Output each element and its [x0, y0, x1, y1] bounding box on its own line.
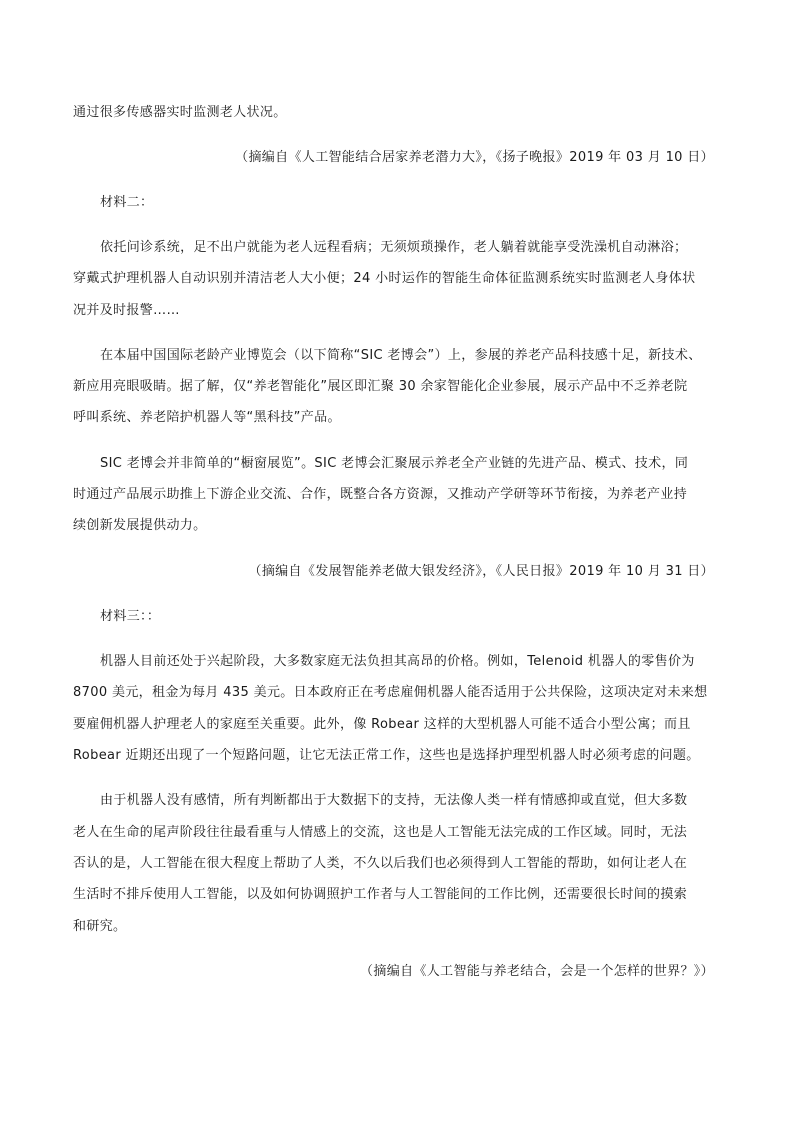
paragraph-line: 在本届中国国际老龄产业博览会（以下简称“SIC 老博会”）上，参展的养老产品科技感十足，新技术、: [100, 348, 702, 363]
paragraph-line: 由于机器人没有感情，所有判断都出于大数据下的支持，无法像人类一样有情感抑或直觉，但大多数: [100, 793, 688, 808]
section-heading: 材料二：: [100, 195, 154, 210]
paragraph-line: 续创新发展提供动力。: [73, 518, 207, 533]
source-citation: （摘编自《人工智能与养老结合，会是一个怎样的世界？》）: [360, 964, 714, 979]
source-citation: （摘编自《人工智能结合居家养老潜力大》，《扬子晚报》2019 年 03 月 10 日）: [235, 150, 714, 165]
paragraph-line: Robear 近期还出现了一个短路问题，让它无法正常工作，这些也是选择护理型机器人时必须考虑的问题。: [73, 748, 700, 763]
paragraph-line: 况并及时报警……: [73, 303, 180, 318]
paragraph-line: 时通过产品展示助推上下游企业交流、合作，既整合各方资源，又推动产学研等环节衔接，为养老产业持: [73, 487, 688, 502]
source-citation: （摘编自《发展智能养老做大银发经济》，《人民日报》2019 年 10 月 31 日）: [248, 564, 714, 579]
paragraph-line: 老人在生命的尾声阶段往往最看重与人情感上的交流，这也是人工智能无法完成的工作区域。同时，无法: [73, 825, 688, 840]
paragraph-line: 生活时不排斥使用人工智能，以及如何协调照护工作者与人工智能间的工作比例，还需要很长时间的摸索: [73, 887, 688, 902]
paragraph-line: 否认的是，人工智能在很大程度上帮助了人类，不久以后我们也必须得到人工智能的帮助，如何让老人在: [73, 856, 688, 871]
paragraph-line: 和研究。: [73, 919, 127, 934]
section-heading: 材料三：：: [100, 609, 161, 624]
paragraph-line: 机器人目前还处于兴起阶段，大多数家庭无法负担其高昂的价格。例如，Telenoid 机器人的零售价为: [100, 654, 695, 669]
paragraph-line: 新应用亮眼吸睛。据了解，仅“养老智能化”展区即汇聚 30 余家智能化企业参展，展示产品中不乏养老院: [73, 379, 688, 394]
paragraph-line: 呼叫系统、养老陪护机器人等“黑科技”产品。: [73, 410, 341, 425]
paragraph-line: 要雇佣机器人护理老人的家庭至关重要。此外，像 Robear 这样的大型机器人可能不适合小型公寓；而且: [73, 717, 691, 732]
paragraph-line: 通过很多传感器实时监测老人状况。: [73, 105, 287, 120]
paragraph-line: 依托问诊系统，足不出户就能为老人远程看病；无须烦琐操作，老人躺着就能享受洗澡机自动淋浴；: [100, 240, 688, 255]
paragraph-line: 穿戴式护理机器人自动识别并清洁老人大小便；24 小时运作的智能生命体征监测系统实时监测老人身体状: [73, 271, 696, 286]
paragraph-line: 8700 美元，租金为每月 435 美元。日本政府正在考虑雇佣机器人能否适用于公共保险，这项决定对未来想: [73, 685, 708, 700]
paragraph-line: SIC 老博会并非简单的“橱窗展览”。SIC 老博会汇聚展示养老全产业链的先进产品、模式、技术，同: [100, 456, 689, 471]
